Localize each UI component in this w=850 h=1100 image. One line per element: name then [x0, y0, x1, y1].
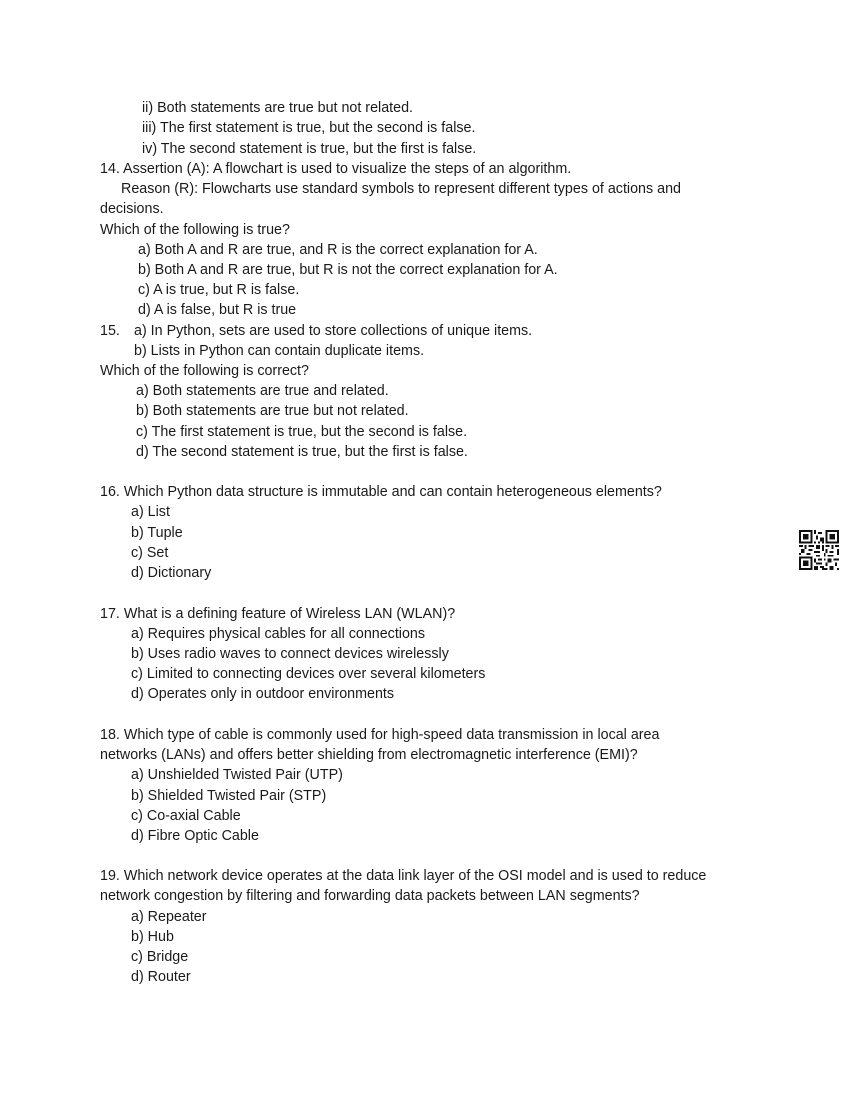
q17-option-d: d) Operates only in outdoor environments	[131, 686, 395, 702]
option-ii: ii) Both statements are true but not related.	[142, 100, 413, 116]
q17-question: 17. What is a defining feature of Wireless LAN (WLAN)?	[100, 606, 456, 622]
q15-statement-b: b) Lists in Python can contain duplicate items.	[134, 343, 425, 359]
q18-question: 18. Which type of cable is commonly used for high-speed data transmission in local area	[100, 727, 660, 743]
q19-option-d: d) Router	[131, 969, 191, 985]
q15-option-c: c) The first statement is true, but the second is false.	[136, 424, 468, 440]
q16-question: 16. Which Python data structure is immutable and can contain heterogeneous elements?	[100, 484, 662, 500]
q14-reason: Reason (R): Flowcharts use standard symbols to represent different types of actions and	[121, 181, 681, 197]
q14-prompt: Which of the following is true?	[100, 222, 290, 238]
q17-option-c: c) Limited to connecting devices over several kilometers	[131, 666, 486, 682]
q15-option-d: d) The second statement is true, but the first is false.	[136, 444, 468, 460]
q19-option-a: a) Repeater	[131, 909, 207, 925]
q16-option-d: d) Dictionary	[131, 565, 212, 581]
qr-code-icon	[799, 530, 839, 570]
q16-option-b: b) Tuple	[131, 525, 183, 541]
q15-option-b: b) Both statements are true but not related.	[136, 403, 409, 419]
q15-option-a: a) Both statements are true and related.	[136, 383, 389, 399]
q15-statement-a: a) In Python, sets are used to store collections of unique items.	[134, 323, 533, 339]
q18-option-d: d) Fibre Optic Cable	[131, 828, 259, 844]
q18-question-cont: networks (LANs) and offers better shielding from electromagnetic interference (EMI)?	[100, 747, 638, 763]
q18-option-a: a) Unshielded Twisted Pair (UTP)	[131, 767, 343, 783]
q19-option-c: c) Bridge	[131, 949, 189, 965]
q17-option-a: a) Requires physical cables for all connections	[131, 626, 426, 642]
q15-prompt: Which of the following is correct?	[100, 363, 309, 379]
option-iii: iii) The first statement is true, but the second is false.	[142, 120, 476, 136]
q18-option-b: b) Shielded Twisted Pair (STP)	[131, 788, 327, 804]
q16-option-a: a) List	[131, 504, 170, 520]
q19-question-cont: network congestion by filtering and forwarding data packets between LAN segments?	[100, 888, 640, 904]
q18-option-c: c) Co-axial Cable	[131, 808, 241, 824]
q14-option-d: d) A is false, but R is true	[138, 302, 297, 318]
q14-option-c: c) A is true, but R is false.	[138, 282, 300, 298]
q19-question: 19. Which network device operates at the data link layer of the OSI model and is used to reduce	[100, 868, 707, 884]
option-iv: iv) The second statement is true, but the first is false.	[142, 141, 477, 157]
q14-assertion: 14. Assertion (A): A flowchart is used to visualize the steps of an algorithm.	[100, 161, 572, 177]
q17-option-b: b) Uses radio waves to connect devices wirelessly	[131, 646, 449, 662]
q16-option-c: c) Set	[131, 545, 169, 561]
q14-reason-cont: decisions.	[100, 201, 164, 217]
q19-option-b: b) Hub	[131, 929, 174, 945]
q14-option-a: a) Both A and R are true, and R is the correct explanation for A.	[138, 242, 538, 258]
q15-number: 15.	[100, 323, 120, 339]
q14-option-b: b) Both A and R are true, but R is not the correct explanation for A.	[138, 262, 558, 278]
